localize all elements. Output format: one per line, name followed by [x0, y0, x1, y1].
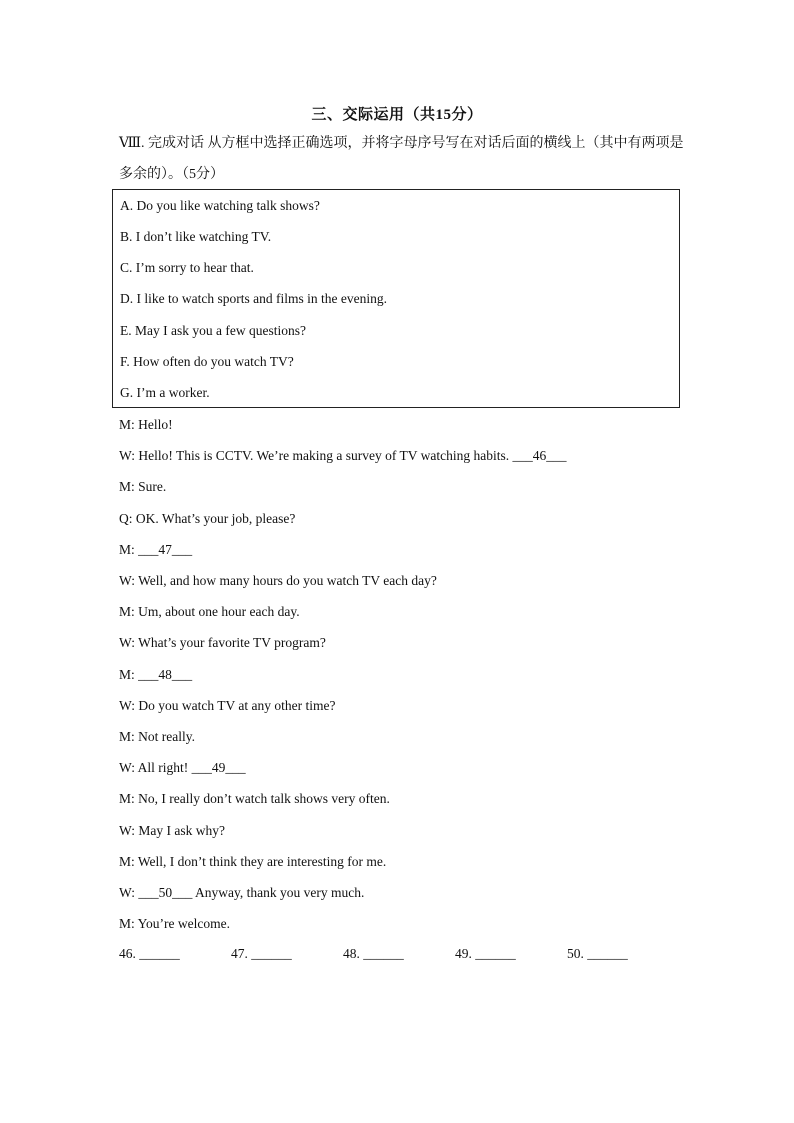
- dialogue-line: M: Well, I don’t think they are interesting for me.: [119, 854, 387, 869]
- answer-blank-47[interactable]: 47. ______: [231, 946, 292, 961]
- dialogue-line: M: Um, about one hour each day.: [119, 604, 300, 619]
- instruction-line-2: 多余的）。（5分）: [119, 167, 224, 182]
- answer-blank-48[interactable]: 48. ______: [343, 946, 404, 961]
- dialogue-line: M: ___48___: [119, 667, 193, 682]
- dialogue-line: W: All right! ___49___: [119, 760, 246, 775]
- dialogue-line: M: Hello!: [119, 417, 173, 432]
- dialogue-line: W: Hello! This is CCTV. We’re making a survey of TV watching habits. ___46___: [119, 448, 567, 463]
- answer-blank-46[interactable]: 46. ______: [119, 946, 180, 961]
- answer-blank-49[interactable]: 49. ______: [455, 946, 516, 961]
- dialogue-line: W: What’s your favorite TV program?: [119, 635, 326, 650]
- option-c: C. I’m sorry to hear that.: [120, 260, 254, 275]
- dialogue-line: M: ___47___: [119, 542, 193, 557]
- option-a: A. Do you like watching talk shows?: [120, 198, 320, 213]
- dialogue-line: M: You’re welcome.: [119, 916, 230, 931]
- dialogue-line: W: Well, and how many hours do you watch TV each day?: [119, 573, 437, 588]
- instruction: [119, 128, 689, 190]
- option-f: F. How often do you watch TV?: [120, 354, 294, 369]
- options-box: [112, 189, 680, 408]
- dialogue-line: Q: OK. What’s your job, please?: [119, 511, 296, 526]
- option-b: B. I don’t like watching TV.: [120, 229, 272, 244]
- instruction-line-1: Ⅷ. 完成对话 从方框中选择正确选项，并将字母序号写在对话后面的横线上（其中有两项是: [119, 136, 684, 151]
- section-title: 三、交际运用（共15分）: [311, 107, 483, 123]
- dialogue-line: M: Not really.: [119, 729, 195, 744]
- dialogue-line: M: Sure.: [119, 479, 167, 494]
- answer-blank-50[interactable]: 50. ______: [567, 946, 628, 961]
- option-g: G. I’m a worker.: [120, 385, 210, 400]
- dialogue-line: W: ___50___ Anyway, thank you very much.: [119, 885, 365, 900]
- option-d: D. I like to watch sports and films in the evening.: [120, 291, 387, 306]
- dialogue-line: M: No, I really don’t watch talk shows very often.: [119, 791, 390, 806]
- option-e: E. May I ask you a few questions?: [120, 323, 306, 338]
- dialogue-line: W: Do you watch TV at any other time?: [119, 698, 336, 713]
- dialogue-line: W: May I ask why?: [119, 823, 225, 838]
